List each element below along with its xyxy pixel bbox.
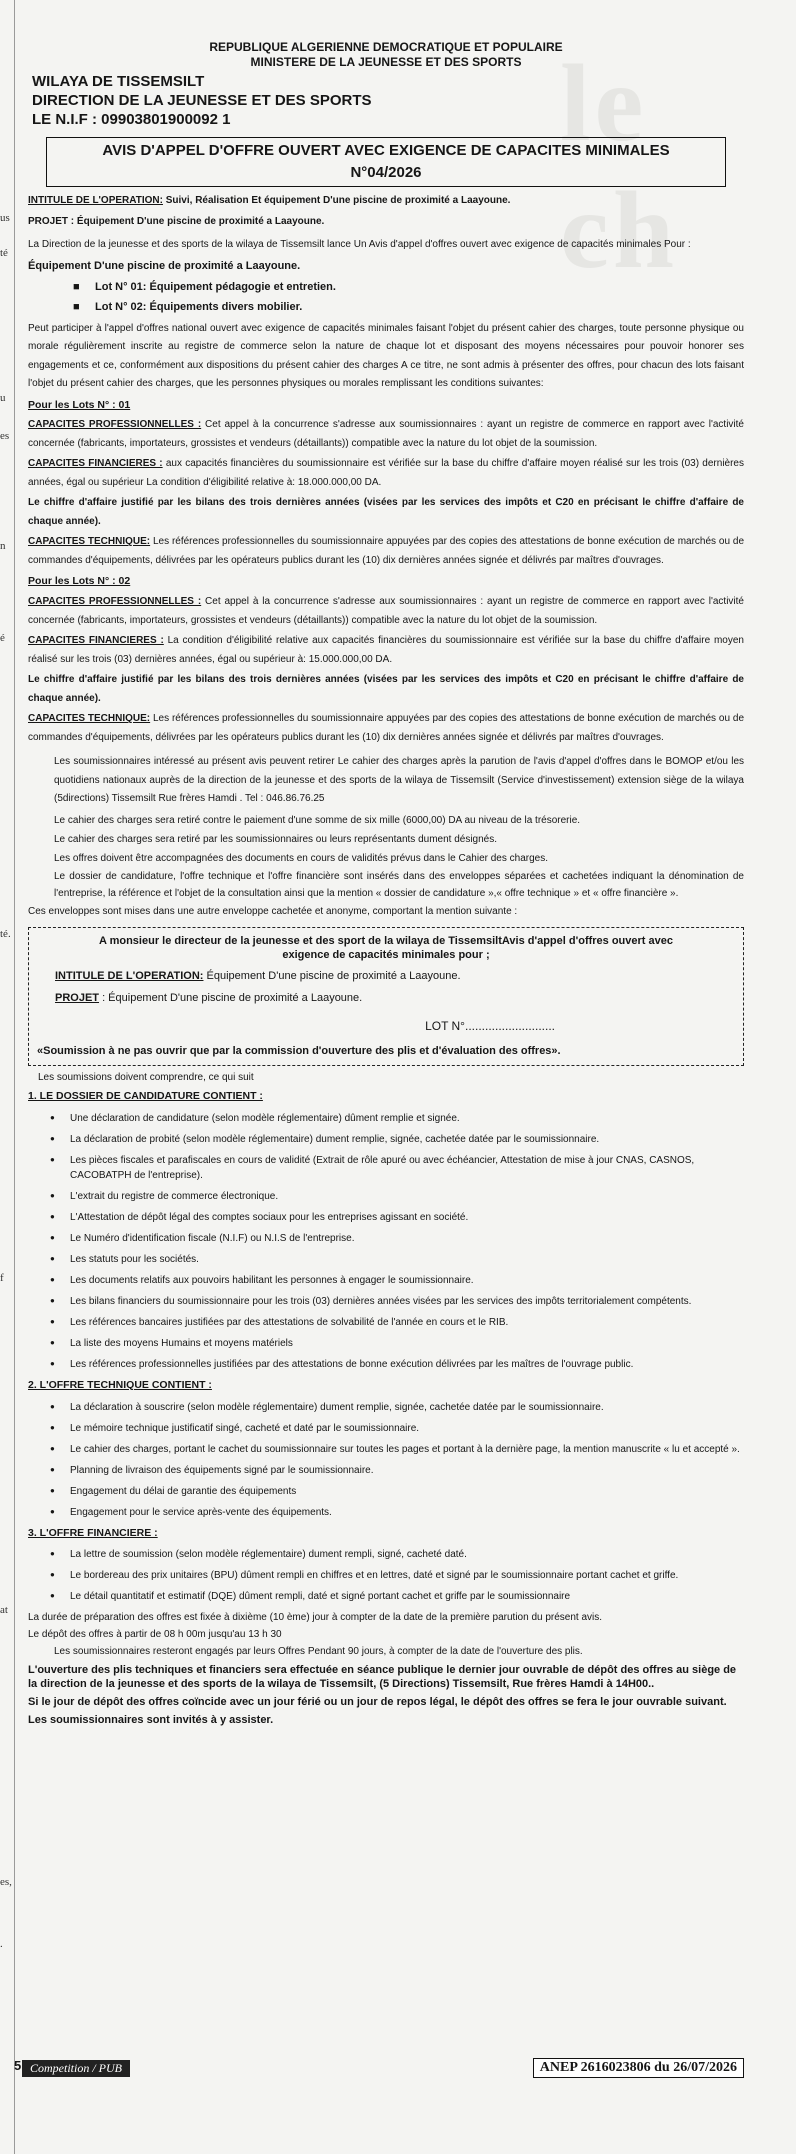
lot-01-heading: Pour les Lots N° : 01 — [28, 398, 131, 411]
envelope-project: PROJET : Équipement D'une piscine de proximité a Laayoune. — [55, 992, 363, 1004]
lot-2-label: Lot N° 02: Équipements divers mobilier. — [95, 301, 303, 313]
lot-02-financial: CAPACITES FINANCIERES : La condition d'éligibilité relative aux capacités financières du soumissionnaire est vérifiée sur la base du chiffre d'affaire moyen réalisé sur les trois (03) dernières années, égal ou supérieur à: 15.000.000,00 DA. — [28, 635, 744, 665]
margin-fragment: té. — [0, 928, 11, 940]
project-value: Équipement D'une piscine de proximité a Laayoune. — [74, 216, 325, 227]
list-item: ● L'Attestation de dépôt légal des comptes sociaux pour les entreprises agissant en société. — [28, 1210, 744, 1225]
list-item: ● Le mémoire technique justificatif singé, cacheté et daté par le soumissionnaire. — [28, 1421, 744, 1436]
lot-02-professional: CAPACITES PROFESSIONNELLES : Cet appel à la concurrence s'adresse aux soumissionnaires : ayant un registre de commerce en rapport avec l'activité concernée (fabricants, importateurs, grossistes et vendeurs (détaillants)) compatible avec la nature du lot objet de la soumission. — [28, 596, 744, 626]
intro-object: Équipement D'une piscine de proximité a Laayoune. — [28, 260, 301, 272]
preparation-duration: La durée de préparation des offres est fixée à dixième (10 ème) jour à compter de la date de la première parution du présent avis. — [28, 1612, 603, 1624]
lot-01-financial-note: Le chiffre d'affaire justifié par les bilans des trois dernières années (visées par les services des impôts et C20 en précisant le chiffre d'affaire de chaque année). — [28, 497, 744, 527]
margin-fragment: es — [0, 430, 10, 442]
lot-02-technical: CAPACITES TECHNIQUE: Les références professionnelles du soumissionnaire appuyées par des copies des attestations de bonne exécution de marchés ou de commandes d'équipements, délivrées par les opérateurs publics durant les (10) dix dernières années signée et délivrés par maîtres d'ouvrages. — [28, 713, 745, 743]
lot-01-financial: CAPACITES FINANCIERES : aux capacités financières du soumissionnaire est vérifiée sur la base du chiffre d'affaire moyen réalisé sur les trois (03) dernières années, égal ou supérieur La condition d'éligibilité relative à: 18.000.000,00 DA. — [28, 458, 744, 488]
list-item: ● Les pièces fiscales et parafiscales en cours de validité (Extrait de rôle apuré ou avec échéancier, Attestation de mise à jour CNAS, CASNOS, CACOBATPH de l'entreprise). — [28, 1153, 744, 1183]
opening-session: L'ouverture des plis techniques et financiers sera effectuée en séance publique le dernier jour ouvrable de dépôt des offres au siège de la direction de la jeunesse et des sports de la wilaya de Tissemsilt, (5 Directions) Tissemsilt, Rue frères Hamdi à 14H00.. — [28, 1664, 737, 1691]
list-item: ● La lettre de soumission (selon modèle réglementaire) dument rempli, signé, cacheté daté. — [28, 1547, 744, 1562]
lot-01-technical: CAPACITES TECHNIQUE: Les références professionnelles du soumissionnaire appuyées par des copies des attestations de bonne exécution de marchés ou de commandes d'équipements, délivrées par les opérateurs publics durant les (10) dix dernières années signée et délivrés par maîtres d'ouvrages. — [28, 536, 745, 566]
direction-name: DIRECTION DE LA JEUNESSE ET DES SPORTS — [32, 92, 372, 109]
margin-fragment: é — [0, 632, 5, 644]
lot-02-heading: Pour les Lots N° : 02 — [28, 575, 131, 588]
list-item: ● Les références bancaires justifiées par des attestations de solvabilité de l'année en cours et le RIB. — [28, 1315, 744, 1330]
fee-paragraph: Le cahier des charges sera retiré contre le paiement d'une somme de six mille (6000,00) DA au niveau de la trésorerie. — [54, 814, 581, 826]
list-item: ● Le bordereau des prix unitaires (BPU) dûment rempli en chiffres et en lettres, daté et signé par le soumissionnaire portant cachet et griffe. — [28, 1568, 744, 1583]
lot-01-professional: CAPACITES PROFESSIONNELLES : Cet appel à la concurrence s'adresse aux soumissionnaires : ayant un registre de commerce en rapport avec l'activité concernée (fabricants, importateurs, grossistes et vendeurs (détaillants)) compatible avec la nature du lot objet de la soumission. — [28, 419, 744, 449]
validity-period: Les soumissionnaires resteront engagés par leurs Offres Pendant 90 jours, à compter de la date de l'ouverture des plis. — [54, 1646, 583, 1658]
margin-fragment: u — [0, 392, 6, 404]
list-item: ● L'extrait du registre de commerce électronique. — [28, 1189, 744, 1204]
margin-fragment: es, — [0, 1876, 12, 1888]
technical-offer-list — [28, 1400, 744, 1520]
deposit-hours: Le dépôt des offres à partir de 08 h 00m jusqu'au 13 h 30 — [28, 1629, 282, 1641]
margin-fragment: té — [0, 247, 8, 259]
margin-fragment: us — [0, 212, 10, 224]
list-item: ● La déclaration à souscrire (selon modèle réglementaire) dument remplie, signée, cachetée datée par le soumissionnaire. — [28, 1400, 744, 1415]
bleed-through-text: le ch — [560, 42, 678, 291]
page-number: 5 — [14, 2058, 22, 2073]
list-item: ● Engagement du délai de garantie des équipements — [28, 1484, 744, 1499]
candidature-list — [28, 1111, 744, 1372]
envelope-operation: INTITULE DE L'OPERATION: Équipement D'une piscine de proximité a Laayoune. — [55, 969, 461, 982]
operation-title — [28, 193, 744, 208]
lot-02-financial-note: Le chiffre d'affaire justifié par les bilans des trois dernières années (visées par les services des impôts et C20 en précisant le chiffre d'affaire de chaque année). — [28, 674, 744, 704]
project-label: PROJET : — [28, 216, 75, 227]
list-item: ● Une déclaration de candidature (selon modèle réglementaire) dûment remplie et signée. — [28, 1111, 744, 1126]
intro-paragraph: La Direction de la jeunesse et des sports de la wilaya de Tissemsilt lance Un Avis d'appel d'offres ouvert avec exigence de capacités minimales Pour : — [28, 239, 691, 250]
withdrawal-paragraph: Les soumissionnaires intéressé au présent avis peuvent retirer Le cahier des charges après la parution de l'avis d'appel d'offres dans le BOMOP et/ou les quotidiens nationaux auprès de la direction de la jeunesse et des sports de la wilaya de Tissemsilt (Service d'investissement) extension siège de la wilaya (5directions) Tissemsilt Rue frères Hamdi . Tel : 046.86.76.25 — [54, 756, 744, 804]
envelope-mention-box — [28, 927, 744, 1067]
margin-fragment: at — [0, 1604, 8, 1616]
lot-2-line: ■ Lot N° 02: Équipements divers mobilier. — [73, 301, 303, 313]
submission-lead: Les soumissions doivent comprendre, ce qui suit — [38, 1072, 254, 1083]
invitation: Les soumissionnaires sont invités à y assister. — [28, 1714, 274, 1727]
list-item: ● Planning de livraison des équipements signé par le soumissionnaire. — [28, 1463, 744, 1478]
list-item: ● La déclaration de probité (selon modèle réglementaire) dument remplie, signée, cachetée datée par le soumissionnaire. — [28, 1132, 744, 1147]
ministry-header: MINISTERE DE LA JEUNESSE ET DES SPORTS — [250, 55, 522, 69]
envelope-addressee: A monsieur le directeur de la jeunesse et des sport de la wilaya de TissemsiltAvis d'appel d'offres ouvert avec — [99, 934, 673, 947]
section-tag: Competition / PUB — [22, 2060, 130, 2077]
tender-notice — [28, 40, 744, 1727]
technical-offer-heading: 2. L'OFFRE TECHNIQUE CONTIENT : — [28, 1378, 212, 1391]
list-item: ● Engagement pour le service après-vente des équipements. — [28, 1505, 744, 1520]
notice-title-box — [46, 137, 726, 187]
documents-validity: Les offres doivent être accompagnées des documents en cours de validités prévus dans le Cahier des charges. — [54, 852, 548, 864]
operation-value: Suivi, Réalisation Et équipement D'une piscine de proximité a Laayoune. — [162, 195, 511, 206]
republic-header: REPUBLIQUE ALGERIENNE DEMOCRATIQUE ET POPULAIRE — [209, 40, 563, 54]
list-item: ● Les statuts pour les sociétés. — [28, 1252, 744, 1267]
project-title — [28, 214, 744, 229]
withdrawal-representatives: Le cahier des charges sera retiré par les soumissionnaires ou leurs représentants dument désignés. — [54, 833, 498, 845]
envelope-mention-intro: Ces enveloppes sont mises dans une autre enveloppe cachetée et anonyme, comportant la mention suivante : — [28, 905, 518, 917]
margin-fragment: n — [0, 540, 6, 552]
candidature-heading: 1. LE DOSSIER DE CANDIDATURE CONTIENT : — [28, 1090, 263, 1102]
anep-reference: ANEP 2616023806 du 26/07/2026 — [533, 2058, 744, 2078]
list-item: ● Les documents relatifs aux pouvoirs habilitant les personnes à engager le soumissionnaire. — [28, 1273, 744, 1288]
margin-fragment: f — [0, 1272, 4, 1284]
holiday-rule: Si le jour de dépôt des offres coïncide avec un jour férié ou un jour de repos légal, le dépôt des offres se fera le jour ouvrable suivant. — [28, 1696, 727, 1709]
eligibility-paragraph: Peut participer à l'appel d'offres national ouvert avec exigence de capacités minimales faisant l'objet du présent cahier des charges, toute personne physique ou morale régulièrement inscrite au registre de commerce selon la nature de chaque lot et disposant des moyens nécessaires pour pouvoir honorer ses engagements et ce, conformément aux dispositions du présent cahier des charges A ce titre, ne sont admis à présenter des offres, pour chacun des lots faisant l'objet du présent cahier des charges, que les personnes physiques ou morales remplissant les conditions suivantes: — [28, 322, 744, 389]
page-footer — [14, 2058, 744, 2082]
envelopes-paragraph: Le dossier de candidature, l'offre technique et l'offre financière sont insérés dans des enveloppes séparées et cachetées indiquant la dénomination de l'entreprise, la référence et l'objet de la consultation ainsi que la mention « dossier de candidature »,« offre technique » et « offre financière ». — [54, 870, 744, 899]
list-item: ● Le cahier des charges, portant le cachet du soumissionnaire sur toutes les pages et portant à la dernière page, la mention manuscrite « lu et accepté ». — [28, 1442, 744, 1457]
envelope-warning: «Soumission à ne pas ouvrir que par la commission d'ouverture des plis et d'évaluation des offres». — [37, 1044, 561, 1057]
list-item: ● Le détail quantitatif et estimatif (DQE) dûment rempli, daté et signé portant cachet et griffe par le soumissionnaire — [28, 1589, 744, 1604]
operation-label: INTITULE DE L'OPERATION: — [28, 195, 163, 206]
list-item: ● Le Numéro d'identification fiscale (N.I.F) ou N.I.S de l'entreprise. — [28, 1231, 744, 1246]
financial-offer-list — [28, 1547, 744, 1604]
nif-number: LE N.I.F : 09903801900092 1 — [32, 111, 231, 128]
margin-fragment: . — [0, 1938, 3, 1950]
notice-number: N°04/2026 — [350, 164, 422, 181]
list-item: ● Les références professionnelles justifiées par des attestations de bonne exécution délivrées par les maîtres de l'ouvrage public. — [28, 1357, 744, 1372]
envelope-lot-number: LOT N°........................... — [425, 1018, 555, 1033]
list-item: ● Les bilans financiers du soumissionnaire pour les trois (03) dernières années visées par les services des impôts territorialement compétents. — [28, 1294, 744, 1309]
lot-1-line: ■ Lot N° 01: Équipement pédagogie et entretien. — [73, 280, 336, 293]
column-divider — [14, 0, 15, 2154]
envelope-addressee-cont: exigence de capacités minimales pour ; — [282, 948, 490, 961]
notice-title: AVIS D'APPEL D'OFFRE OUVERT AVEC EXIGENCE DE CAPACITES MINIMALES — [102, 142, 670, 159]
wilaya-name: WILAYA DE TISSEMSILT — [32, 73, 205, 90]
financial-offer-heading: 3. L'OFFRE FINANCIERE : — [28, 1526, 158, 1539]
lot-1-label: Lot N° 01: Équipement pédagogie et entretien. — [95, 280, 336, 293]
neighbor-column — [0, 0, 14, 2154]
list-item: ● La liste des moyens Humains et moyens matériels — [28, 1336, 744, 1351]
